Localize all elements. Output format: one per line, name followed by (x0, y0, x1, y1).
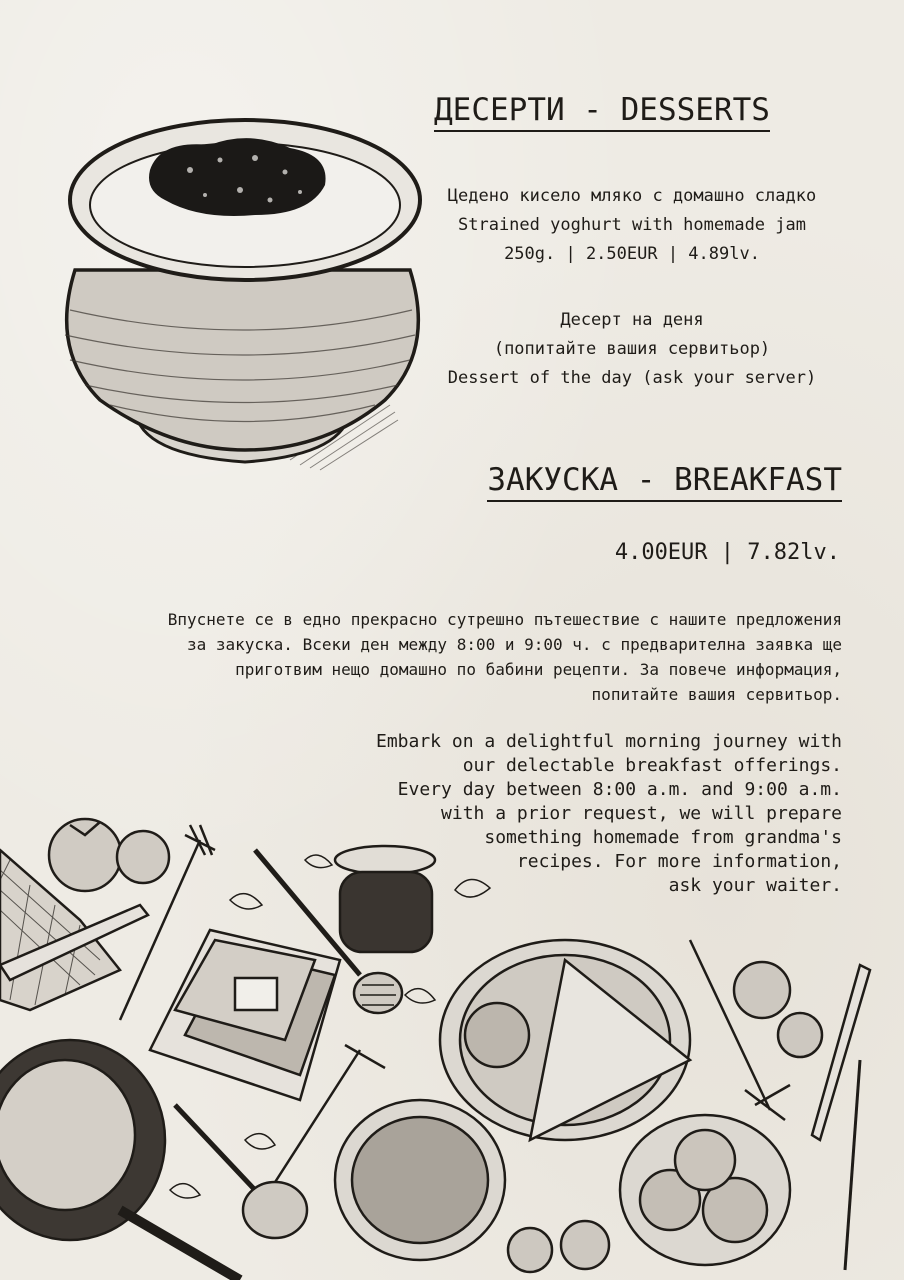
description-line: Впуснете се в едно прекрасно сутрешно пътешествие с нашите предложения (167, 610, 842, 629)
description-line: recipes. For more information, (516, 851, 842, 872)
dessert-name-bg: Цедено кисело мляко с домашно сладко (447, 186, 817, 206)
breakfast-description-bg (168, 607, 842, 707)
description-line: Embark on a delightful morning journey with (376, 731, 842, 752)
description-line: попитайте вашия сервитьор. (591, 685, 842, 704)
description-line: with a prior request, we will prepare (441, 803, 842, 824)
dessert-name-en: Strained yoghurt with homemade jam (458, 215, 806, 235)
description-line: our delectable breakfast offerings. (462, 755, 842, 776)
description-line: приготвим нещо домашно по бабини рецепти. За повече информация, (235, 660, 842, 679)
dessert-day-name-bg: Десерт на деня (560, 310, 704, 330)
description-line: Every day between 8:00 a.m. and 9:00 a.m. (397, 779, 842, 800)
breakfast-spread-illustration (0, 810, 904, 1280)
desserts-heading: ДЕСЕРТИ - DESSERTS (434, 92, 770, 132)
dessert-day-name-en: Dessert of the day (ask your server) (447, 368, 817, 388)
breakfast-heading: ЗАКУСКА - BREAKFAST (487, 462, 842, 502)
dessert-item-of-the-day (412, 306, 852, 393)
dessert-day-note-bg: (попитайте вашия сервитьор) (493, 339, 771, 359)
breakfast-price: 4.00EUR | 7.82lv. (614, 540, 840, 565)
dessert-details: 250g. | 2.50EUR | 4.89lv. (504, 244, 760, 264)
dessert-item-yoghurt (412, 182, 852, 269)
yoghurt-pot-illustration (40, 100, 460, 500)
description-line: something homemade from grandma's (484, 827, 842, 848)
description-line: за закуска. Всеки ден между 8:00 и 9:00 ч. с предварителна заявка ще (186, 635, 842, 654)
description-line: ask your waiter. (668, 875, 842, 896)
